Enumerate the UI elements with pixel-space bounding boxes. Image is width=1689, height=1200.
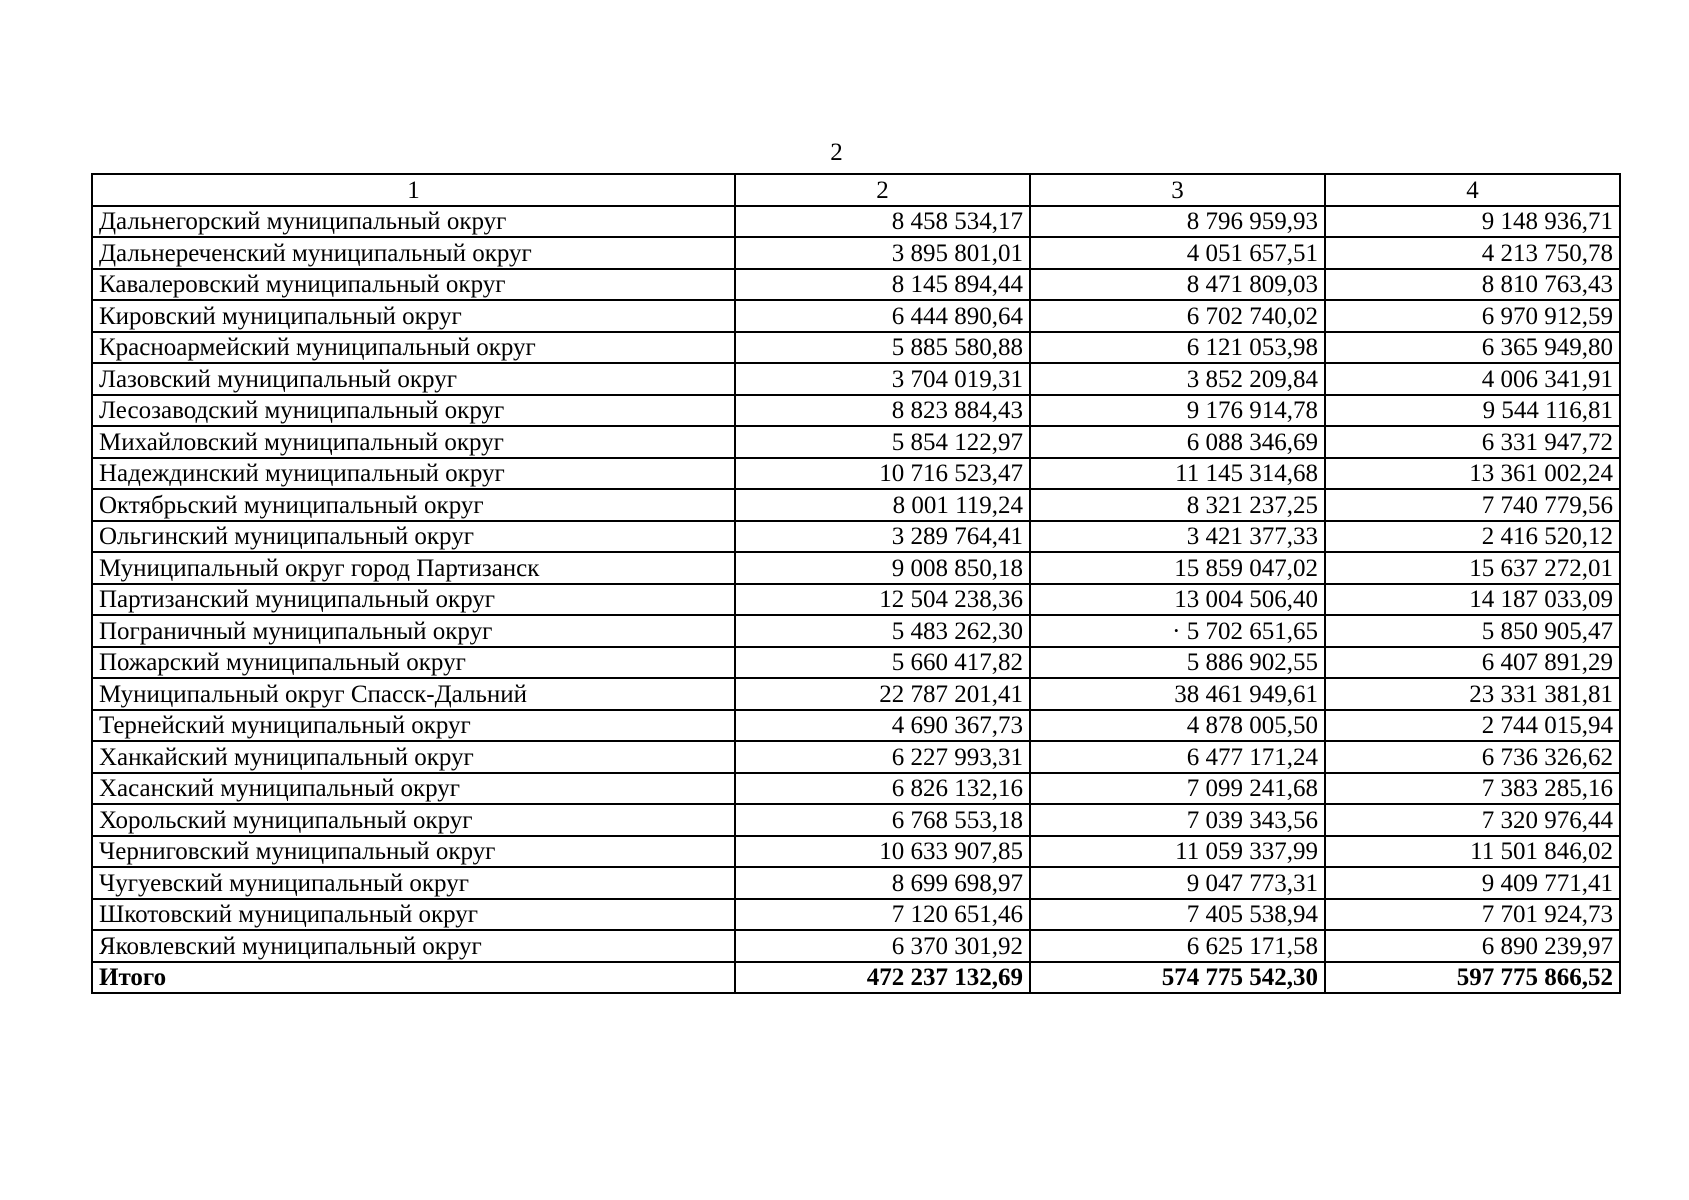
header-row bbox=[92, 174, 1620, 206]
table-row bbox=[92, 615, 1620, 647]
value-col4-cell: 4 213 750,78 bbox=[1325, 237, 1620, 269]
value-col3-cell: 6 702 740,02 bbox=[1030, 300, 1325, 332]
value-col2-cell: 6 826 132,16 bbox=[735, 773, 1030, 805]
district-name-cell: Октябрьский муниципальный округ bbox=[92, 489, 735, 521]
district-name-cell: Шкотовский муниципальный округ bbox=[92, 899, 735, 931]
value-col3-cell: 6 477 171,24 bbox=[1030, 741, 1325, 773]
district-name-cell: Дальнереченский муниципальный округ bbox=[92, 237, 735, 269]
table-row bbox=[92, 458, 1620, 490]
value-col4-cell: 11 501 846,02 bbox=[1325, 836, 1620, 868]
value-col3-cell: 574 775 542,30 bbox=[1030, 962, 1325, 994]
column-header: 4 bbox=[1325, 174, 1620, 206]
table-row bbox=[92, 773, 1620, 805]
value-col3-cell: 4 878 005,50 bbox=[1030, 710, 1325, 742]
value-col4-cell: 2 744 015,94 bbox=[1325, 710, 1620, 742]
table-row bbox=[92, 647, 1620, 679]
value-col3-cell: 5 886 902,55 bbox=[1030, 647, 1325, 679]
value-col2-cell: 9 008 850,18 bbox=[735, 552, 1030, 584]
value-col4-cell: 6 407 891,29 bbox=[1325, 647, 1620, 679]
budget-table bbox=[91, 173, 1621, 994]
value-col2-cell: 10 716 523,47 bbox=[735, 458, 1030, 490]
district-name-cell: Яковлевский муниципальный округ bbox=[92, 930, 735, 962]
value-col2-cell: 8 699 698,97 bbox=[735, 867, 1030, 899]
value-col2-cell: 8 458 534,17 bbox=[735, 206, 1030, 238]
value-col2-cell: 3 704 019,31 bbox=[735, 363, 1030, 395]
value-col4-cell: 9 544 116,81 bbox=[1325, 395, 1620, 427]
value-col3-cell: 7 099 241,68 bbox=[1030, 773, 1325, 805]
value-col4-cell: 7 701 924,73 bbox=[1325, 899, 1620, 931]
value-col2-cell: 12 504 238,36 bbox=[735, 584, 1030, 616]
value-col2-cell: 5 854 122,97 bbox=[735, 426, 1030, 458]
column-header: 2 bbox=[735, 174, 1030, 206]
column-header: 1 bbox=[92, 174, 735, 206]
district-name-cell: Кировский муниципальный округ bbox=[92, 300, 735, 332]
value-col2-cell: 6 227 993,31 bbox=[735, 741, 1030, 773]
value-col4-cell: 6 970 912,59 bbox=[1325, 300, 1620, 332]
value-col2-cell: 5 885 580,88 bbox=[735, 332, 1030, 364]
district-name-cell: Кавалеровский муниципальный округ bbox=[92, 269, 735, 301]
district-name-cell: Черниговский муниципальный округ bbox=[92, 836, 735, 868]
value-col3-cell: 8 471 809,03 bbox=[1030, 269, 1325, 301]
value-col2-cell: 7 120 651,46 bbox=[735, 899, 1030, 931]
district-name-cell: Хорольский муниципальный округ bbox=[92, 804, 735, 836]
value-col4-cell: 6 365 949,80 bbox=[1325, 332, 1620, 364]
district-name-cell: Лесозаводский муниципальный округ bbox=[92, 395, 735, 427]
table-row bbox=[92, 584, 1620, 616]
value-col4-cell: 5 850 905,47 bbox=[1325, 615, 1620, 647]
district-name-cell: Ханкайский муниципальный округ bbox=[92, 741, 735, 773]
value-col2-cell: 472 237 132,69 bbox=[735, 962, 1030, 994]
district-name-cell: Дальнегорский муниципальный округ bbox=[92, 206, 735, 238]
district-name-cell: Муниципальный округ город Партизанск bbox=[92, 552, 735, 584]
district-name-cell: Пограничный муниципальный округ bbox=[92, 615, 735, 647]
value-col2-cell: 6 444 890,64 bbox=[735, 300, 1030, 332]
value-col3-cell: 38 461 949,61 bbox=[1030, 678, 1325, 710]
value-col2-cell: 3 895 801,01 bbox=[735, 237, 1030, 269]
value-col2-cell: 5 660 417,82 bbox=[735, 647, 1030, 679]
value-col4-cell: 6 331 947,72 bbox=[1325, 426, 1620, 458]
value-col4-cell: 597 775 866,52 bbox=[1325, 962, 1620, 994]
table-row bbox=[92, 332, 1620, 364]
district-name-cell: Лазовский муниципальный округ bbox=[92, 363, 735, 395]
value-col3-cell: 8 796 959,93 bbox=[1030, 206, 1325, 238]
value-col3-cell: · 5 702 651,65 bbox=[1030, 615, 1325, 647]
table-row bbox=[92, 899, 1620, 931]
value-col2-cell: 8 823 884,43 bbox=[735, 395, 1030, 427]
value-col2-cell: 10 633 907,85 bbox=[735, 836, 1030, 868]
value-col4-cell: 8 810 763,43 bbox=[1325, 269, 1620, 301]
value-col3-cell: 6 121 053,98 bbox=[1030, 332, 1325, 364]
table-row bbox=[92, 521, 1620, 553]
table-row bbox=[92, 300, 1620, 332]
value-col2-cell: 6 768 553,18 bbox=[735, 804, 1030, 836]
table-row bbox=[92, 741, 1620, 773]
value-col4-cell: 7 740 779,56 bbox=[1325, 489, 1620, 521]
value-col4-cell: 9 409 771,41 bbox=[1325, 867, 1620, 899]
table-row bbox=[92, 363, 1620, 395]
district-name-cell: Ольгинский муниципальный округ bbox=[92, 521, 735, 553]
district-name-cell: Пожарский муниципальный округ bbox=[92, 647, 735, 679]
value-col2-cell: 5 483 262,30 bbox=[735, 615, 1030, 647]
district-name-cell: Красноармейский муниципальный округ bbox=[92, 332, 735, 364]
table-row bbox=[92, 237, 1620, 269]
value-col3-cell: 13 004 506,40 bbox=[1030, 584, 1325, 616]
table-row bbox=[92, 426, 1620, 458]
district-name-cell: Хасанский муниципальный округ bbox=[92, 773, 735, 805]
value-col2-cell: 3 289 764,41 bbox=[735, 521, 1030, 553]
table-row bbox=[92, 269, 1620, 301]
value-col4-cell: 2 416 520,12 bbox=[1325, 521, 1620, 553]
table-row bbox=[92, 395, 1620, 427]
district-name-cell: Муниципальный округ Спасск-Дальний bbox=[92, 678, 735, 710]
district-name-cell: Надеждинский муниципальный округ bbox=[92, 458, 735, 490]
value-col2-cell: 8 001 119,24 bbox=[735, 489, 1030, 521]
value-col4-cell: 7 383 285,16 bbox=[1325, 773, 1620, 805]
table-row bbox=[92, 710, 1620, 742]
district-name-cell: Тернейский муниципальный округ bbox=[92, 710, 735, 742]
column-header: 3 bbox=[1030, 174, 1325, 206]
value-col3-cell: 7 405 538,94 bbox=[1030, 899, 1325, 931]
value-col3-cell: 9 047 773,31 bbox=[1030, 867, 1325, 899]
value-col4-cell: 6 736 326,62 bbox=[1325, 741, 1620, 773]
district-name-cell: Чугуевский муниципальный округ bbox=[92, 867, 735, 899]
table-row bbox=[92, 836, 1620, 868]
value-col4-cell: 9 148 936,71 bbox=[1325, 206, 1620, 238]
value-col2-cell: 6 370 301,92 bbox=[735, 930, 1030, 962]
table-row bbox=[92, 678, 1620, 710]
value-col4-cell: 23 331 381,81 bbox=[1325, 678, 1620, 710]
value-col3-cell: 8 321 237,25 bbox=[1030, 489, 1325, 521]
value-col2-cell: 4 690 367,73 bbox=[735, 710, 1030, 742]
value-col3-cell: 11 145 314,68 bbox=[1030, 458, 1325, 490]
table-row bbox=[92, 930, 1620, 962]
value-col4-cell: 7 320 976,44 bbox=[1325, 804, 1620, 836]
table-row bbox=[92, 804, 1620, 836]
table-row bbox=[92, 489, 1620, 521]
value-col4-cell: 6 890 239,97 bbox=[1325, 930, 1620, 962]
value-col4-cell: 15 637 272,01 bbox=[1325, 552, 1620, 584]
value-col3-cell: 6 625 171,58 bbox=[1030, 930, 1325, 962]
value-col3-cell: 3 852 209,84 bbox=[1030, 363, 1325, 395]
value-col2-cell: 8 145 894,44 bbox=[735, 269, 1030, 301]
value-col4-cell: 13 361 002,24 bbox=[1325, 458, 1620, 490]
table-row bbox=[92, 552, 1620, 584]
value-col3-cell: 15 859 047,02 bbox=[1030, 552, 1325, 584]
district-name-cell: Партизанский муниципальный округ bbox=[92, 584, 735, 616]
value-col3-cell: 9 176 914,78 bbox=[1030, 395, 1325, 427]
value-col3-cell: 3 421 377,33 bbox=[1030, 521, 1325, 553]
district-name-cell: Итого bbox=[92, 962, 735, 994]
district-name-cell: Михайловский муниципальный округ bbox=[92, 426, 735, 458]
table-row bbox=[92, 867, 1620, 899]
value-col3-cell: 11 059 337,99 bbox=[1030, 836, 1325, 868]
page-number: 2 bbox=[830, 139, 843, 166]
value-col3-cell: 4 051 657,51 bbox=[1030, 237, 1325, 269]
value-col3-cell: 6 088 346,69 bbox=[1030, 426, 1325, 458]
total-row bbox=[92, 962, 1620, 994]
value-col4-cell: 4 006 341,91 bbox=[1325, 363, 1620, 395]
value-col2-cell: 22 787 201,41 bbox=[735, 678, 1030, 710]
value-col3-cell: 7 039 343,56 bbox=[1030, 804, 1325, 836]
value-col4-cell: 14 187 033,09 bbox=[1325, 584, 1620, 616]
table-row bbox=[92, 206, 1620, 238]
